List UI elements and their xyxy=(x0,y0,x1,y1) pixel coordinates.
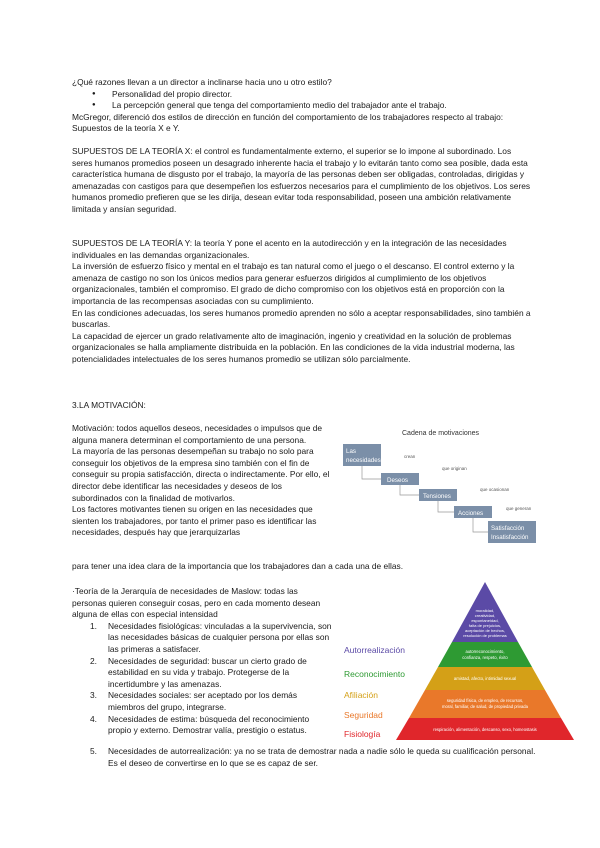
motivation-def-text: : todos aquellos deseos, necesidades o impulsos que de alguna manera determinan el comportamiento de una persona. xyxy=(72,423,323,445)
pyramid-label-self-actualization: Autorrealización xyxy=(344,645,405,655)
list-item: 5. Necesidades de autorrealización: ya no se trata de demostrar nada a nadie sólo le queda su cualificación personal. Es el deseo de convertirse en lo que se es capaz de ser. xyxy=(90,746,536,768)
intro-bullets xyxy=(72,89,532,112)
motivation-def-label: Motivación xyxy=(72,423,113,433)
chain-connector xyxy=(438,501,454,512)
pyramid-label-physiology: Fisiología xyxy=(344,729,381,739)
motivation-section xyxy=(72,423,334,539)
svg-text:falta de prejuicios,: falta de prejuicios, xyxy=(468,623,502,628)
theory-x-heading: SUPUESTOS DE LA TEORÍA X: xyxy=(72,146,193,156)
maslow-intro: ·Teoría de la Jerarquía de necesidades de Maslow: todas las personas quieren conseguir cosas, pero en cada momento desean alguna de ellas con especial intensidad xyxy=(72,586,321,620)
intro-section xyxy=(72,77,532,135)
svg-text:seguridad física, de empleo, d: seguridad física, de empleo, de recursos, xyxy=(446,698,524,703)
maslow-list xyxy=(72,621,334,737)
chain-connector xyxy=(400,485,419,495)
chain-note: crean xyxy=(404,454,416,459)
svg-text:necesidades: necesidades xyxy=(346,457,381,464)
maslow-section xyxy=(72,586,334,737)
svg-text:aceptación de hechos,: aceptación de hechos, xyxy=(464,628,506,633)
chain-step-tensions-label: Tensiones xyxy=(423,493,451,500)
theory-x-text: el control es fundamentalmente externo, el superior se lo impone al subordinado. Los seres humanos promedios poseen un desagrado inherente hacia el trabajo y lo evitarán tanto como sea posible, dada esta característica humana de disgusto por el trabajo, la mayoría de las personas deben ser obligadas, controladas, dirigidas y amenazadas con castigos para que desempeñen los esfuerzos necesarios para el cumplimiento de los objetivos. Los seres humanos promedio prefieren que se les dirija, desean evitar toda responsabilidad, poseen una ambición relativamente limitada y ansían seguridad. xyxy=(72,146,531,214)
svg-text:confianza, respeto, éxito: confianza, respeto, éxito xyxy=(462,655,508,660)
intro-question: ¿Qué razones llevan a un director a inclinarse hacia uno u otro estilo? xyxy=(72,77,332,87)
theory-y-paragraph-4: La capacidad de ejercer un grado relativamente alto de imaginación, ingenio y creatividad en la solución de problemas organizacionales se halla ampliamente distribuida en la población. En las condiciones de la vida industrial moderna, las potencialidades intelectuales de los seres humanos promedio se utilizan sólo parcialmente. xyxy=(72,330,515,364)
maslow-pyramid xyxy=(342,580,588,746)
maslow-list-item-5 xyxy=(72,746,542,769)
chain-note: que ocasionan xyxy=(480,487,510,492)
pyramid-label-safety: Seguridad xyxy=(344,710,383,720)
motivation-chain-diagram xyxy=(340,422,540,550)
theory-y-paragraph-3: En las condiciones adecuadas, los seres humanos promedio aprenden no sólo a aceptar responsabilidades, sino también a buscarlas. xyxy=(72,307,531,330)
motivation-heading: 3.LA MOTIVACIÓN: xyxy=(72,400,146,410)
svg-text:amistad, afecto, intimidad sex: amistad, afecto, intimidad sexual xyxy=(453,676,517,681)
svg-text:respiración, alimentación, des: respiración, alimentación, descanso, sexo, homeostasis xyxy=(433,727,537,732)
motivation-paragraph-3-end: para tener una idea clara de la importancia que los trabajadores dan a cada una de ellas. xyxy=(72,561,404,571)
svg-text:resolución de problemas: resolución de problemas xyxy=(463,633,507,638)
svg-text:Insatisfacción: Insatisfacción xyxy=(491,534,529,541)
chain-step-actions-label: Acciones xyxy=(458,510,484,517)
list-item: 1. Necesidades fisiológicas: vinculadas a la supervivencia, son las necesidades básicas de cualquier persona por ellas son las primeras a satisfacer. xyxy=(90,620,332,654)
theory-y-heading: SUPUESTOS DE LA TEORÍA Y: xyxy=(72,238,193,248)
list-item: 4. Necesidades de estima: búsqueda del reconocimiento propio y externo. Demostrar valía, prestigio o estatus. xyxy=(90,713,310,736)
svg-text:espontaneidad,: espontaneidad, xyxy=(471,618,499,623)
list-item: 3. Necesidades sociales: ser aceptado por los demás miembros del grupo, integrarse. xyxy=(90,690,298,712)
chain-step-satisfaction-label: Satisfacción xyxy=(491,525,525,532)
chain-note: que originan xyxy=(442,466,467,471)
theory-y-text: la teoría Y pone el acento en la autodirección y en la integración de las necesidades individuales en las demandas organizacionales. xyxy=(72,238,507,260)
chain-note: que generan xyxy=(506,506,532,511)
theory-y-paragraph-2: La inversión de esfuerzo físico y mental en el trabajo es tan natural como el juego o el descanso. El control externo y la amenaza de castigo no son los únicos medios para generar esfuerzos dirigidos al cumplimiento de los objetivos organizacionales, también el compromiso. El grado de dicho compromiso con los objetivos está en proporción con la importancia de las recompensas asociadas con su cumplimiento. xyxy=(72,261,515,306)
pyramid-label-belonging: Afiliación xyxy=(344,690,379,700)
motivation-paragraph-2: La mayoría de las personas desempeñan su trabajo no solo para conseguir los objetivos de la empresa sino también con el fin de conseguir su propia satisfacción, directa o indirectamente. Por ello, el director debe identificar las necesidades y deseos de los subordinados con la finalidad de motivarlos. xyxy=(72,446,330,503)
list-item: ● Personalidad del propio director. xyxy=(72,89,532,101)
list-item: ● La percepción general que tenga del comportamiento medio del trabajador ante el trabajo. xyxy=(72,100,532,112)
svg-text:autorreconocimiento,: autorreconocimiento, xyxy=(465,649,505,654)
theory-x-section xyxy=(72,146,532,216)
theory-y-section xyxy=(72,238,532,366)
chain-step-needs-label: Las xyxy=(346,448,356,455)
chain-step-desires-label: Deseos xyxy=(387,477,408,484)
pyramid-label-esteem: Reconocimiento xyxy=(344,669,405,679)
list-item: 2. Necesidades de seguridad: buscar un cierto grado de estabilidad en su vida y trabajo. Protegerse de la incertidumbre y las amenazas. xyxy=(90,655,307,689)
motivation-paragraph-3: Los factores motivantes tienen su origen en las necesidades que sienten los trabajadores, por tanto el primer paso es identificar las necesidades, después hay que jerarquizarlas xyxy=(72,504,317,538)
svg-text:creatividad,: creatividad, xyxy=(474,613,496,618)
mcgregor-paragraph: McGregor, diferenció dos estilos de dirección en función del comportamiento de los trabajadores respecto al trabajo: Supuestos de la teoría X e Y. xyxy=(72,111,504,134)
chain-title: Cadena de motivaciones xyxy=(402,430,480,437)
chain-connector xyxy=(362,466,381,479)
svg-text:moralidad,: moralidad, xyxy=(475,608,495,613)
chain-connector xyxy=(473,518,488,532)
svg-text:moral, familiar, de salud, de: moral, familiar, de salud, de propiedad privada xyxy=(442,704,528,709)
